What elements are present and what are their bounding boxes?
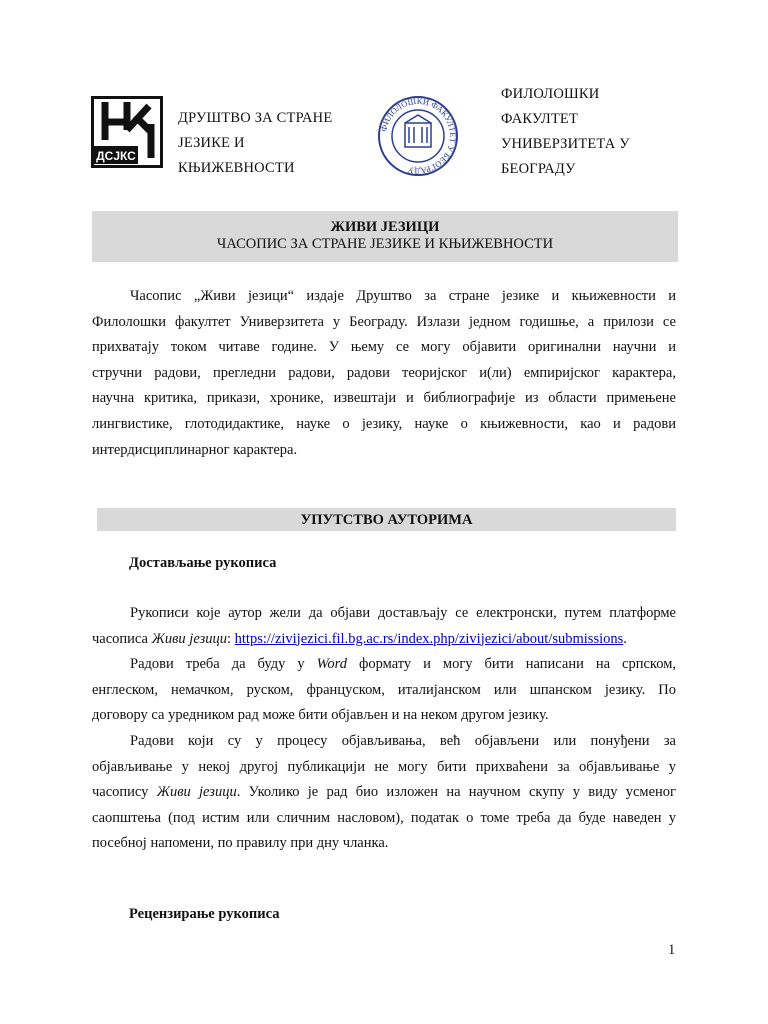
delivery-line: енглеском, немачком, руском, француском, италијанском или шпанском језику. По bbox=[92, 681, 676, 698]
faculty-name-line: УНИВЕРЗИТЕТА У bbox=[501, 136, 630, 152]
society-name-line: ДРУШТВО ЗА СТРАНЕ bbox=[178, 110, 333, 126]
delivery-heading: Достављање рукописа bbox=[129, 555, 277, 571]
society-name-line: ЈЕЗИКЕ И bbox=[178, 135, 245, 151]
intro-line: интердисциплинарног карактера. bbox=[92, 441, 298, 458]
journal-subtitle: ЧАСОПИС ЗА СТРАНЕ ЈЕЗИКЕ И КЊИЖЕВНОСТИ bbox=[216, 236, 554, 252]
intro-line: Филолошки факултет Универзитета у Београду. Излази једном годишње, а прилози се bbox=[92, 313, 676, 330]
delivery-section bbox=[92, 601, 676, 857]
seal-text: ФИЛОЛОШКИ ФАКУЛТЕТ У БЕОГРАДУ bbox=[378, 95, 459, 177]
instructions-heading: УПУТСТВО АУТОРИМА bbox=[97, 508, 676, 531]
faculty-name-line: ФАКУЛТЕТ bbox=[501, 111, 579, 127]
delivery-line: договору са уредником рад може бити објављен и на неком другом језику. bbox=[92, 707, 549, 724]
intro-line: лингвистике, глотодидактике, науке о језику, науке о књижевности, као и радови bbox=[92, 415, 676, 432]
delivery-line: саопштења (под истим или сличним насловом), податак о томе треба да буде наведен у bbox=[92, 809, 676, 826]
intro-line: прихватају током читаве године. У њему се могу објавити оригинални научни и bbox=[92, 339, 676, 356]
review-heading: Рецензирање рукописа bbox=[129, 906, 280, 922]
intro-line: стручни радови, прегледни радови, радови теоријског и(ли) емпиријског карактера, bbox=[92, 364, 676, 381]
intro-line: научна критика, прикази, хронике, извештаји и библиографије из области примењене bbox=[92, 390, 676, 407]
society-name bbox=[178, 106, 358, 181]
delivery-line: Радови треба да буду у Word формату и могу бити написани на српском, bbox=[130, 656, 677, 673]
page-number: 1 bbox=[668, 942, 676, 958]
faculty-name-line: ФИЛОЛОШКИ bbox=[501, 86, 600, 102]
submissions-link[interactable]: https://zivijezici.fil.bg.ac.rs/index.php/zivijezici/about/submissions bbox=[234, 630, 624, 647]
word-italic: Word bbox=[316, 656, 347, 673]
intro-paragraph bbox=[92, 284, 676, 463]
delivery-line: часописа Живи језици: https://zivijezici.fil.bg.ac.rs/index.php/zivijezici/about/submissions. bbox=[92, 630, 627, 647]
faculty-seal bbox=[377, 95, 459, 177]
journal-name-italic: Живи језици bbox=[156, 784, 237, 801]
faculty-name-line: БЕОГРАДУ bbox=[501, 161, 576, 177]
journal-title-box bbox=[92, 211, 678, 262]
society-name-line: КЊИЖЕВНОСТИ bbox=[178, 160, 295, 176]
delivery-line: Рукописи које аутор жели да објави достављају се електронски, путем платформе bbox=[130, 605, 676, 621]
intro-line: Часопис „Живи језици“ издаје Друштво за стране језике и књижевности и bbox=[130, 288, 676, 304]
society-logo bbox=[91, 96, 163, 168]
delivery-line: часопису Живи језици. Уколико је рад био изложен на научном скупу у виду усменог bbox=[92, 784, 676, 801]
journal-title: ЖИВИ ЈЕЗИЦИ bbox=[330, 219, 440, 235]
delivery-line: објављивање у некој другој публикацији не могу бити прихваћени за објављивање у bbox=[92, 758, 676, 775]
logo-text: ДСЈКС bbox=[96, 149, 136, 163]
delivery-line: Радови који су у процесу објављивања, већ објављени или понуђени за bbox=[130, 732, 676, 749]
faculty-name bbox=[501, 82, 701, 182]
journal-name-italic: Живи језици bbox=[151, 630, 227, 647]
delivery-line: посебној напомени, по правилу при дну чланка. bbox=[92, 835, 389, 852]
